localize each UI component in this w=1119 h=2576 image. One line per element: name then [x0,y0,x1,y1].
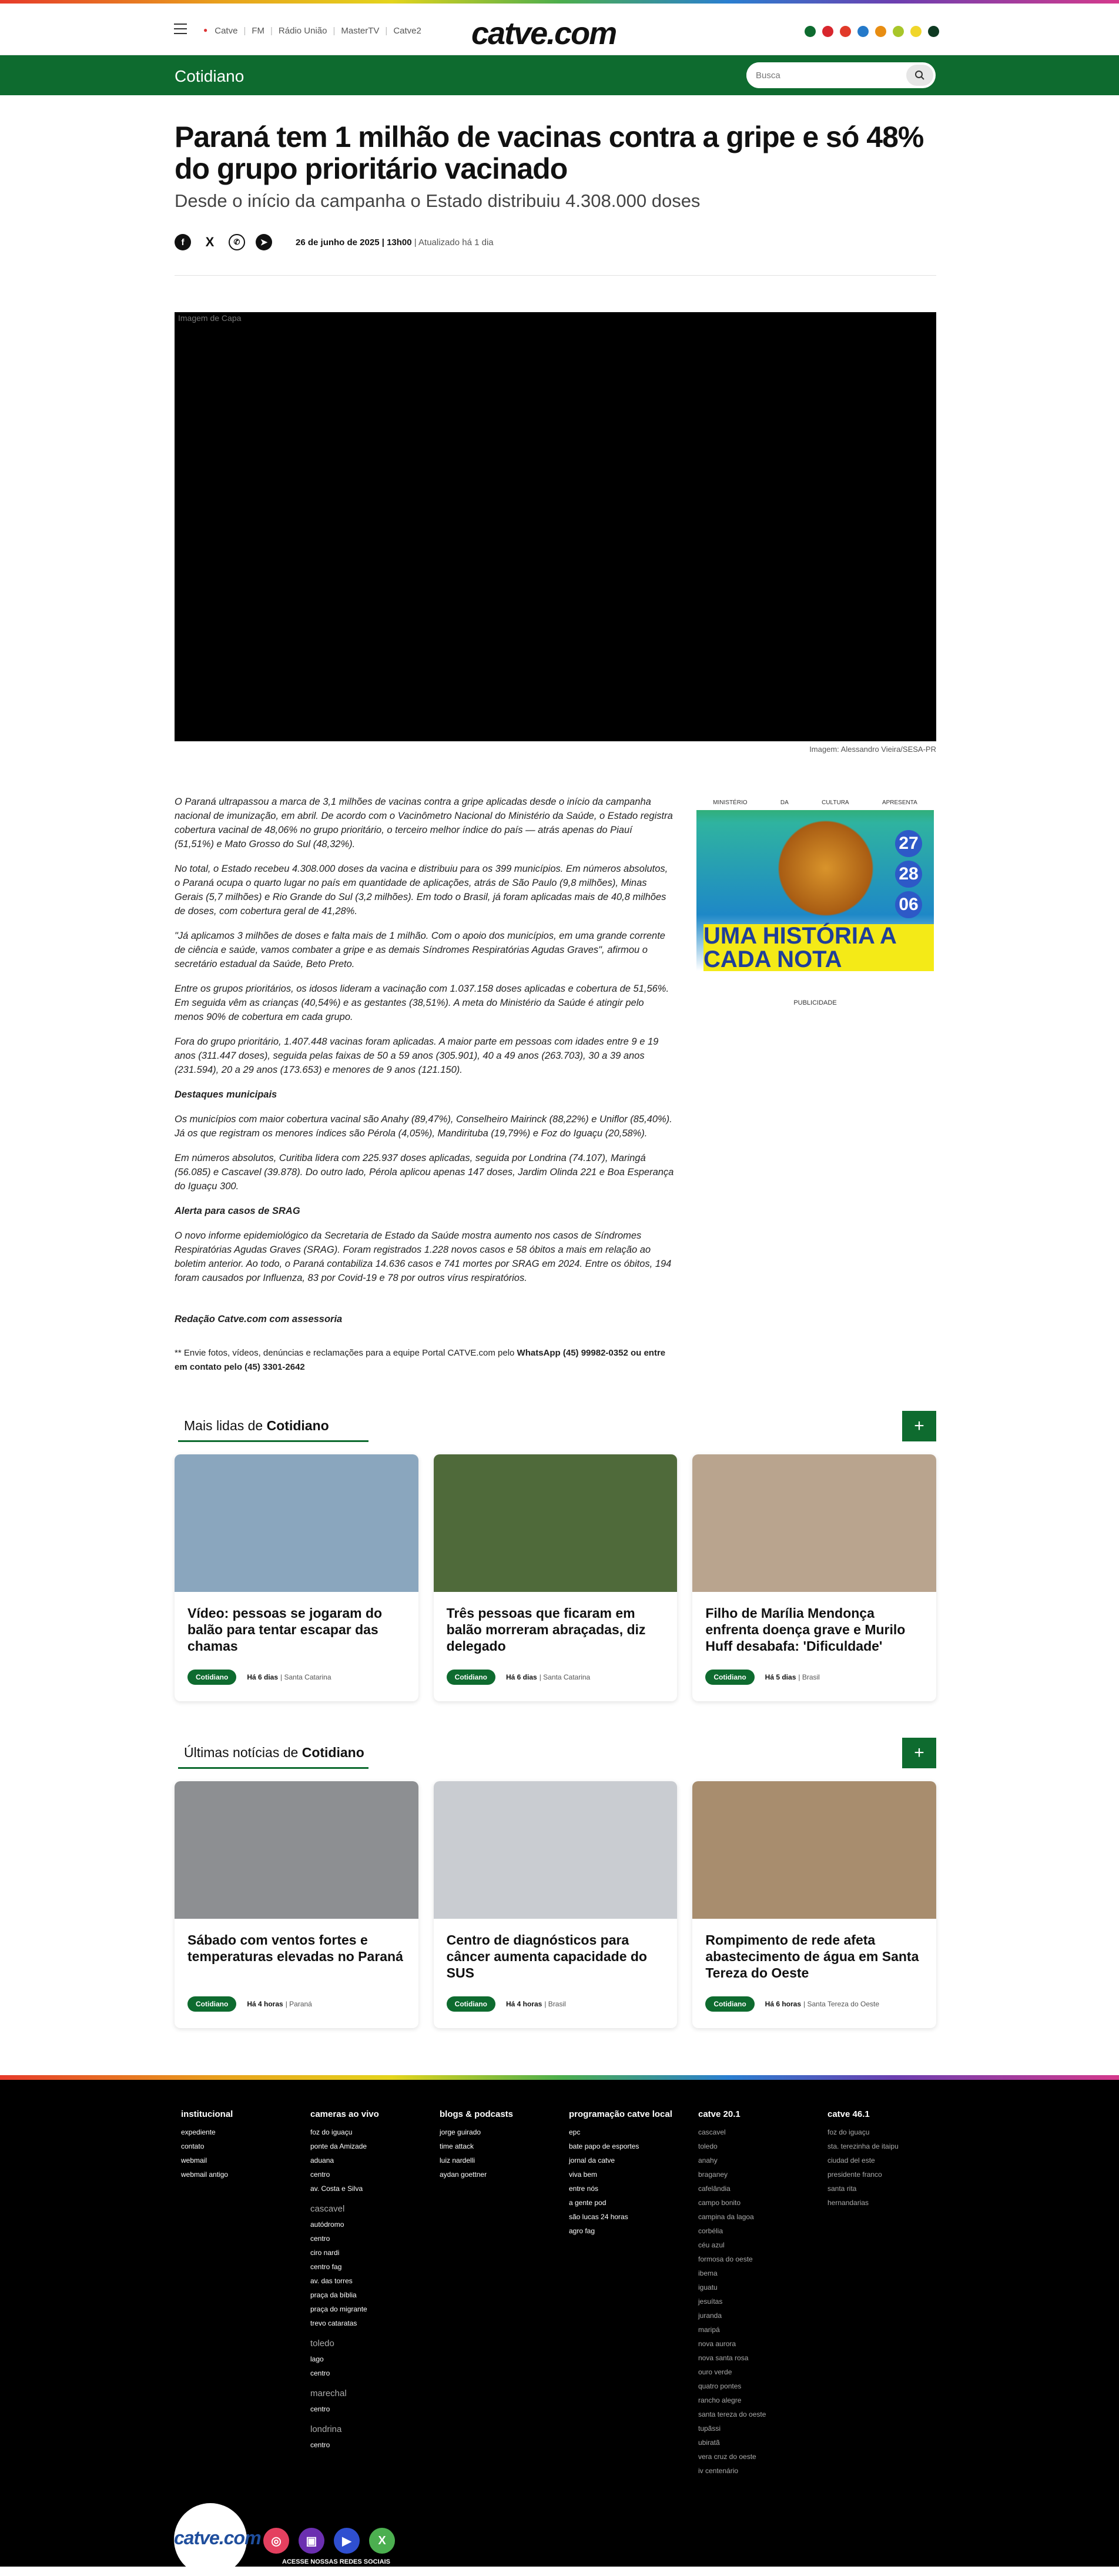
news-card-time: Há 6 dias [247,1673,279,1681]
saxophone-illustration [767,818,885,918]
footer-link[interactable]: centro [310,2405,330,2413]
footer-link[interactable]: trevo cataratas [310,2319,357,2327]
category-badge[interactable]: Cotidiano [705,1996,754,2012]
footer-link[interactable]: juranda [698,2311,722,2320]
footer-column [310,2109,440,2478]
article-paragraph: Entre os grupos prioritários, os idosos lideram a vacinação com 1.037.158 doses aplicadas e cobertura de 51,56%. Em seguida vêm as crianças (40,54%) e as gestantes (38,51%). A meta do Ministério da Saúde é atingir pelo menos 90% de cobertura em cada grupo. [175,983,669,1022]
footer-column-heading: cameras ao vivo [310,2109,379,2119]
channel-dot[interactable] [893,26,904,37]
footer-link[interactable]: ciudad del este [827,2156,875,2164]
footer-link[interactable]: céu azul [698,2241,725,2249]
footer-link[interactable]: iv centenário [698,2467,739,2475]
news-card-place: | Santa Tereza do Oeste [803,2000,880,2008]
footer-link[interactable]: ouro verde [698,2368,732,2376]
news-card-footer [175,1988,418,2020]
most-read-header [175,1411,936,1439]
footer-link[interactable]: webmail [181,2156,207,2164]
search-button[interactable] [906,65,933,86]
footer-link[interactable]: nova aurora [698,2340,736,2348]
search-icon [914,70,925,81]
article-date: 26 de junho de 2025 | 13h00 | Atualizado há 1 dia [296,237,494,247]
news-card-place: | Brasil [544,2000,566,2008]
footer-link[interactable]: centro [310,2234,330,2243]
social-links [263,2528,395,2554]
article-paragraph: "Já aplicamos 3 milhões de doses e falta mais de 1 milhão. Com o apoio dos municípios, em uma grande corrente de ciência e saúde, vamos combater a gripe e as demais Síndromes Respiratórias Agudas Graves", afirmou o secretário estadual da Saúde, Beto Preto. [175,931,665,969]
channel-dot[interactable] [840,26,851,37]
footer-link[interactable]: campo bonito [698,2199,741,2207]
footer [0,2075,1119,2567]
footer-link[interactable]: foz do iguaçu [827,2128,870,2136]
footer-link[interactable]: formosa do oeste [698,2255,753,2263]
divider [175,275,936,276]
more-button[interactable]: + [902,1738,936,1768]
footer-link[interactable]: braganey [698,2170,728,2179]
footer-link[interactable]: anahy [698,2156,718,2164]
channel-dot[interactable] [910,26,922,37]
news-card-footer [434,1988,678,2020]
footer-link[interactable]: jesuítas [698,2297,723,2306]
network-link[interactable]: Rádio União [278,26,327,36]
footer-column [569,2109,698,2478]
footer-link[interactable]: epc [569,2128,581,2136]
footer-link[interactable]: av. Costa e Silva [310,2184,363,2193]
footer-column [181,2109,310,2478]
category-badge[interactable]: Cotidiano [447,1996,495,2012]
footer-link[interactable]: sta. terezinha de itaipu [827,2142,899,2150]
news-card-title[interactable]: Rompimento de rede afeta abastecimento de água em Santa Tereza do Oeste [705,1932,919,1980]
most-read-title: Mais lidas de Cotidiano [184,1418,329,1433]
most-read-cards [175,1454,936,1701]
footer-link[interactable]: toledo [698,2142,718,2150]
footer-column-heading: catve 20.1 [698,2109,741,2119]
footer-link[interactable]: rancho alegre [698,2396,742,2404]
whatsapp-share-icon[interactable]: ✆ [229,234,245,250]
news-card-time: Há 6 horas [765,2000,802,2008]
footer-link[interactable]: cafelândia [698,2184,731,2193]
menu-icon[interactable] [174,24,187,34]
article-paragraph: Os municípios com maior cobertura vacinal são Anahy (89,47%), Conselheiro Mairinck (88,22%) e Uniflor (85,40%). Já os que registram os menores índices são Pérola (4,05%), Mandirituba (19,79%) e Foz do Iguaçu (20,58%). [175,1114,672,1139]
footer-link[interactable]: bate papo de esportes [569,2142,639,2150]
ad-label: PUBLICIDADE [793,999,837,1006]
network-link[interactable]: FM [252,26,265,36]
article-signature: Redação Catve.com com assessoria [175,1314,343,1324]
news-card-time: Há 5 dias [765,1673,796,1681]
footer-link[interactable]: nova santa rosa [698,2354,749,2362]
network-link[interactable]: Catve2 [393,26,421,36]
article-subheading: Destaques municipais [175,1089,277,1100]
news-card-title[interactable]: Centro de diagnósticos para câncer aumenta capacidade do SUS [446,1932,647,1980]
image-credit: Imagem: Alessandro Vieira/SESA-PR [809,745,936,754]
live-dot-icon: ● [203,26,208,34]
facebook-share-icon[interactable]: f [175,234,191,250]
footer-link[interactable]: iguatu [698,2283,718,2291]
footer-subheading: cascavel [310,2204,345,2214]
ad-headline: UMA HISTÓRIA A CADA NOTA [703,924,934,971]
news-card-footer [692,1988,936,2020]
footer-link[interactable]: ibema [698,2269,718,2277]
x-icon[interactable]: X [369,2528,395,2554]
cover-image [175,312,936,741]
footer-link[interactable]: cascavel [698,2128,726,2136]
news-card-place: | Brasil [798,1673,820,1681]
footer-link[interactable]: jornal da catve [569,2156,615,2164]
news-card-title[interactable]: Vídeo: pessoas se jogaram do balão para tentar escapar das chamas [187,1605,383,1654]
footer-link[interactable]: tupãssi [698,2424,721,2433]
article-meta [175,234,936,250]
article-paragraph: No total, o Estado recebeu 4.308.000 doses da vacina e distribuiu para os 399 municípios. Em números absolutos, o Paraná ocupa o quarto lugar no país em quantidade de aplicações, atrás de São Paulo (9,8 milhões), Minas Gerais (5,7 milhões) e Rio Grande do Sul (3,2 milhões). Em todo o Brasil, já foram aplicadas mais de 40,8 milhões de doses, com cobertura geral de 41,28%. [175,864,668,916]
footer-column [698,2109,827,2478]
footer-link[interactable]: corbélia [698,2227,723,2235]
news-card-image[interactable] [434,1781,678,1919]
news-card-image[interactable] [175,1454,418,1592]
channel-dot[interactable] [875,26,886,37]
footer-link[interactable]: ciro nardi [310,2249,340,2257]
footer-column [827,2109,957,2478]
footer-link[interactable]: entre nós [569,2184,599,2193]
news-card[interactable] [692,1454,936,1701]
footer-link[interactable]: santa tereza do oeste [698,2410,766,2418]
footer-columns [181,2109,957,2478]
news-card[interactable] [434,1454,678,1701]
category-badge[interactable]: Cotidiano [187,1996,236,2012]
news-card-footer [175,1661,418,1693]
footer-link[interactable]: praça do migrante [310,2305,367,2313]
news-card-title[interactable]: Filho de Marília Mendonça enfrenta doença grave e Murilo Huff desabafa: 'Dificuldade' [705,1605,906,1654]
footer-subheading: marechal [310,2388,347,2398]
footer-link[interactable]: lago [310,2355,324,2363]
news-card-title[interactable]: Sábado com ventos fortes e temperaturas elevadas no Paraná [187,1932,403,1964]
footer-link[interactable]: ubiratã [698,2438,720,2447]
footer-subheading: toledo [310,2339,334,2348]
news-card-title[interactable]: Três pessoas que ficaram em balão morreram abraçadas, diz delegado [446,1605,646,1654]
footer-link[interactable]: agro fag [569,2227,595,2235]
news-card-time: Há 4 horas [247,2000,283,2008]
footer-link[interactable]: av. das torres [310,2277,353,2285]
footer-link[interactable]: foz do iguaçu [310,2128,353,2136]
section-title[interactable]: Cotidiano [175,67,244,85]
category-badge[interactable]: Cotidiano [447,1670,495,1685]
footer-link[interactable]: maripá [698,2326,720,2334]
article-subheading: Alerta para casos de SRAG [175,1206,300,1216]
news-card-image[interactable] [692,1781,936,1919]
socials-label: ACESSE NOSSAS REDES SOCIAIS [282,2558,390,2565]
telegram-share-icon[interactable]: ➤ [256,234,272,250]
channel-dot[interactable] [857,26,869,37]
channel-dot[interactable] [928,26,939,37]
footer-link[interactable]: ponte da Amizade [310,2142,367,2150]
footer-link[interactable]: autódromo [310,2220,344,2229]
youtube-icon[interactable]: ▶ [334,2528,360,2554]
footer-link[interactable]: expediente [181,2128,216,2136]
ad-dates: 27 28 06 [895,830,922,922]
cover-image-alt: Imagem de Capa [178,313,242,323]
footer-column [440,2109,569,2478]
footer-link[interactable]: contato [181,2142,205,2150]
footer-link[interactable]: jorge guirado [440,2128,481,2136]
news-card-image[interactable] [692,1454,936,1592]
channel-dot[interactable] [805,26,816,37]
footer-link[interactable]: viva bem [569,2170,598,2179]
news-card[interactable] [434,1781,678,2028]
instagram-icon[interactable]: ◎ [263,2528,289,2554]
footer-link[interactable]: presidente franco [827,2170,882,2179]
network-links: ● Catve | FM | Rádio União | MasterTV | Catve2 [203,26,421,36]
article-container [175,121,936,2028]
article-paragraph: O novo informe epidemiológico da Secretaria de Estado da Saúde mostra aumento nos casos de Síndromes Respiratórias Agudas Graves (SRAG). Foram registrados 1.228 novos casos e 58 óbitos a mais em relação ao boletim anterior. Ao todo, o Paraná contabiliza 14.636 casos e 741 mortes por SRAG em 2024. Entre os óbitos, 194 foram causados por Influenza, 83 por Covid-19 e 78 por outros vírus respiratórios. [175,1230,672,1283]
news-card-place: | Santa Catarina [539,1673,591,1681]
footer-link[interactable]: hernandarias [827,2199,869,2207]
category-badge[interactable]: Cotidiano [705,1670,754,1685]
news-card-image[interactable] [175,1781,418,1919]
top-bar [0,4,1119,55]
more-button[interactable]: + [902,1411,936,1441]
footer-link[interactable]: campina da lagoa [698,2213,754,2221]
article-body [175,795,674,1374]
footer-color-stripe [0,2075,1119,2080]
footer-link[interactable]: time attack [440,2142,474,2150]
footer-link[interactable]: praça da bíblia [310,2291,357,2299]
search-box [746,62,936,88]
footer-link[interactable]: a gente pod [569,2199,607,2207]
footer-link[interactable]: quatro pontes [698,2382,742,2390]
ad-header: MINISTÉRIO DA CULTURA APRESENTA [696,795,934,810]
x-share-icon[interactable]: X [205,235,215,249]
network-link[interactable]: MasterTV [341,26,380,36]
news-card-time: Há 4 horas [506,2000,542,2008]
news-card-time: Há 6 dias [506,1673,537,1681]
sidebar [696,795,934,1374]
footer-column-heading: institucional [181,2109,233,2119]
section-underline [178,1767,368,1769]
news-card-place: | Santa Catarina [280,1673,331,1681]
footer-subheading: londrina [310,2424,342,2434]
contact-note: ** Envie fotos, vídeos, denúncias e reclamações para a equipe Portal CATVE.com pelo WhatsApp (45) 99982-0352 ou entre em contato pelo (45) 3301-2642 [175,1348,666,1372]
footer-link[interactable]: centro [310,2369,330,2377]
section-bar [0,55,1119,95]
news-card[interactable] [692,1781,936,2028]
category-badge[interactable]: Cotidiano [187,1670,236,1685]
site-logo[interactable]: catve.com [471,16,617,51]
channel-dot[interactable] [822,26,833,37]
footer-column-heading: catve 46.1 [827,2109,870,2119]
footer-link[interactable]: são lucas 24 horas [569,2213,628,2221]
article-layout [175,795,936,1374]
footer-link[interactable]: centro [310,2441,330,2449]
footer-link[interactable]: centro [310,2170,330,2179]
search-input[interactable] [746,62,905,88]
news-card[interactable] [175,1781,418,2028]
article-paragraph: Em números absolutos, Curitiba lidera com 225.937 doses aplicadas, seguida por Londrina (74.107), Maringá (56.085) e Cascavel (39.878). Do outro lado, Pérola aplicou apenas 147 doses, Jardim Olinda 221 e Boa Esperança do Iguaçu 300. [175,1153,674,1192]
latest-header [175,1738,936,1766]
ad-banner[interactable] [696,795,934,995]
footer-link[interactable]: aduana [310,2156,334,2164]
news-card-footer [692,1661,936,1693]
footer-link[interactable]: centro fag [310,2263,342,2271]
footer-link[interactable]: vera cruz do oeste [698,2453,756,2461]
network-link[interactable]: Catve [215,26,238,36]
footer-link[interactable]: santa rita [827,2184,857,2193]
footer-link[interactable]: webmail antigo [181,2170,229,2179]
article-paragraph: O Paraná ultrapassou a marca de 3,1 milhões de vacinas contra a gripe aplicadas desde o início da campanha nacional de imunização, em abril. De acordo com o Vacinômetro Nacional do Ministério da Saúde, o Estado registra cobertura vacinal de 48,06% no grupo prioritário, o terceiro melhor índice do país — atrás apenas do Piauí (51,51%) e Mato Grosso do Sul (48,32%). [175,797,673,849]
news-card[interactable] [175,1454,418,1701]
footer-column-heading: programação catve local [569,2109,672,2119]
footer-logo[interactable]: catve.com [174,2503,247,2576]
article-title: Paraná tem 1 milhão de vacinas contra a gripe e só 48% do grupo prioritário vacinado [175,121,924,185]
latest-cards [175,1781,936,2028]
section-underline [178,1440,368,1442]
latest-title: Últimas notícias de Cotidiano [184,1745,364,1760]
news-card-image[interactable] [434,1454,678,1592]
footer-link[interactable]: aydan goettner [440,2170,487,2179]
news-card-place: | Paraná [285,2000,312,2008]
channel-dots [805,26,939,37]
footer-column-heading: blogs & podcasts [440,2109,514,2119]
news-card-footer [434,1661,678,1693]
footer-link[interactable]: luiz nardelli [440,2156,475,2164]
podcast-icon[interactable]: ▣ [299,2528,324,2554]
article-subtitle: Desde o início da campanha o Estado distribuiu 4.308.000 doses [175,190,701,211]
article-paragraph: Fora do grupo prioritário, 1.407.448 vacinas foram aplicadas. A maior parte em pessoas com idades entre 9 e 19 anos (311.447 doses), seguida pelas faixas de 50 a 59 anos (305.901), 40 a 49 anos (263.703), 30 a 39 anos (231.594), 20 a 29 anos (173.653) e menores de 9 anos (121.150). [175,1036,659,1075]
